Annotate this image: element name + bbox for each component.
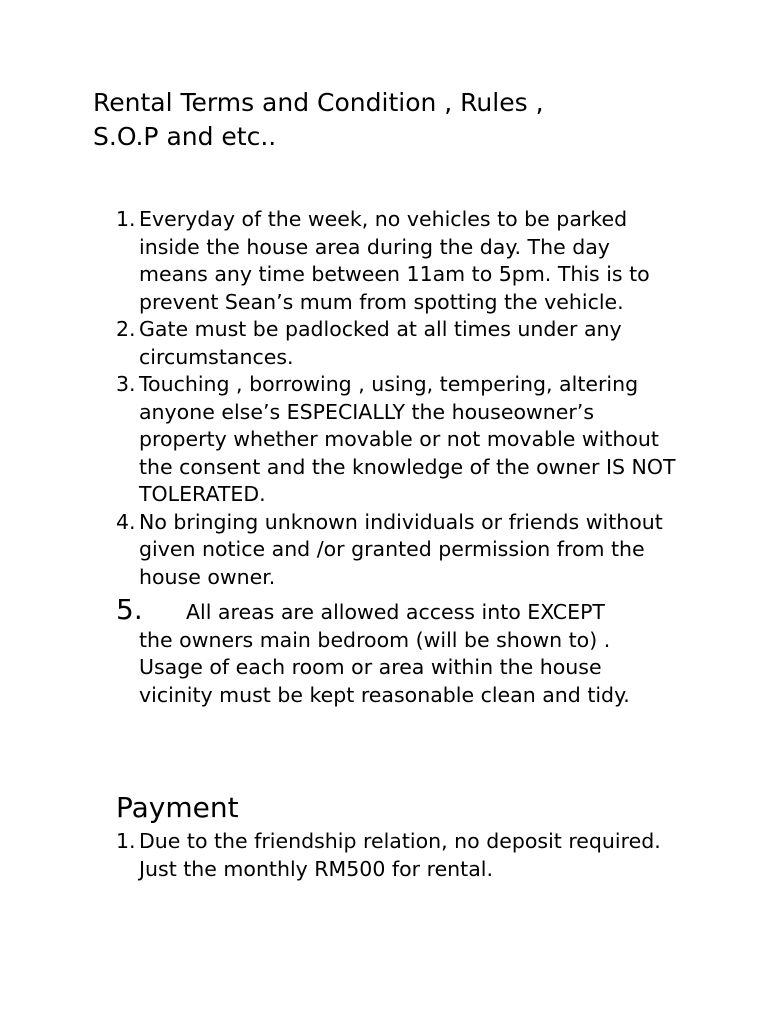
rule-item-4 <box>116 509 676 592</box>
document-title-line-2: S.O.P and etc.. <box>93 122 277 151</box>
payment-item-1 <box>116 828 676 883</box>
rule-text-rest: the owners main bedroom (will be shown to) . Usage of each room or area within the house vicinity must be kept reasonable clean and tidy. <box>139 627 630 707</box>
rule-number: 2. <box>116 317 136 341</box>
rule-text: Everyday of the week, no vehicles to be parked inside the house area during the day. The day means any time between 11am to 5pm. This is to prevent Sean’s mum from spotting the vehicle. <box>139 207 650 314</box>
payment-list <box>116 828 676 883</box>
rule-number: 5. <box>116 593 143 626</box>
rule-item-5 <box>116 595 676 709</box>
document-title <box>93 86 653 154</box>
rule-item-2 <box>116 316 676 371</box>
rule-item-1 <box>116 206 676 316</box>
rule-text: No bringing unknown individuals or friends without given notice and /or granted permission from the house owner. <box>139 509 663 589</box>
rule-text: Gate must be padlocked at all times under any circumstances. <box>139 317 622 369</box>
payment-number: 1. <box>116 829 136 853</box>
document-title-line-1: Rental Terms and Condition , Rules , <box>93 88 544 117</box>
rule-5-lead <box>116 595 676 627</box>
rule-text-first-line: All areas are allowed access into EXCEPT <box>186 600 605 624</box>
rule-text: Touching , borrowing , using, tempering, altering anyone else’s ESPECIALLY the houseowner’s property whether movable or not movable without the consent and the knowledge of the owner IS NOT TOLERATED. <box>139 372 676 506</box>
payment-text: Due to the friendship relation, no deposit required. Just the monthly RM500 for rental. <box>139 829 661 881</box>
payment-heading: Payment <box>116 791 239 824</box>
rule-number: 4. <box>116 509 136 534</box>
rule-item-3 <box>116 371 676 509</box>
rule-number: 1. <box>116 207 136 231</box>
rules-list <box>116 206 676 709</box>
rule-number: 3. <box>116 372 136 396</box>
